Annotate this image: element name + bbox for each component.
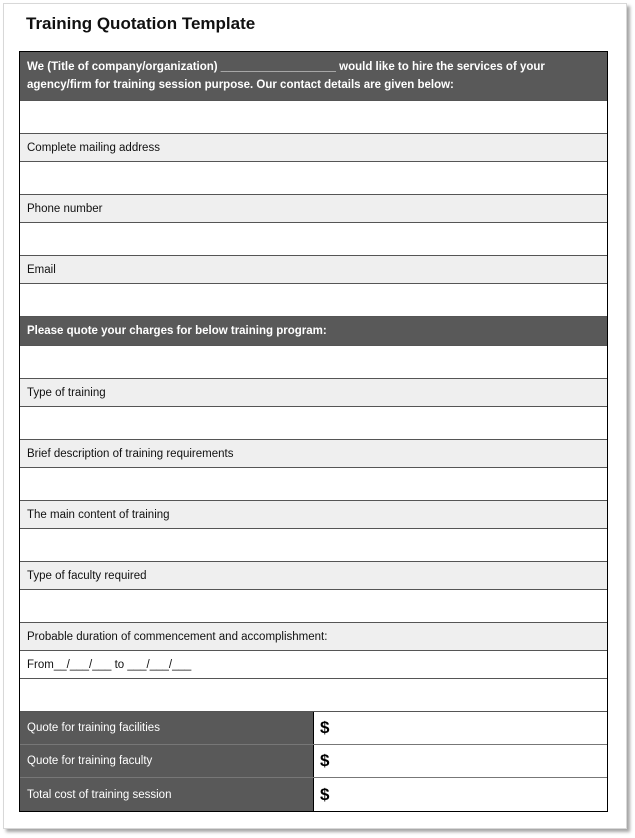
- from-to-dates-field[interactable]: [20, 651, 607, 679]
- total-cost-amount-field[interactable]: [314, 778, 607, 811]
- company-name-field[interactable]: [20, 101, 607, 134]
- email-label: [20, 256, 607, 284]
- quote-faculty-row: [20, 745, 607, 778]
- dollar-sign: $: [320, 718, 330, 737]
- quotation-form: [19, 51, 608, 812]
- intro-header: [20, 52, 607, 101]
- quote-faculty-label: Quote for training faculty: [20, 745, 314, 777]
- quote-faculty-amount-field[interactable]: [314, 745, 607, 777]
- phone-label-text: Phone number: [27, 202, 103, 215]
- main-content-label-text: The main content of training: [27, 508, 170, 521]
- dollar-sign: $: [320, 751, 330, 770]
- phone-field[interactable]: [20, 223, 607, 256]
- type-of-training-label-text: Type of training: [27, 386, 106, 399]
- email-label-text: Email: [27, 263, 56, 276]
- quote-header: [20, 317, 607, 346]
- type-of-training-field[interactable]: [20, 407, 607, 440]
- document-page: [3, 3, 627, 829]
- quote-facilities-label: Quote for training facilities: [20, 712, 314, 744]
- brief-description-field[interactable]: [20, 468, 607, 501]
- phone-label: [20, 195, 607, 223]
- total-cost-row: [20, 778, 607, 811]
- email-field[interactable]: [20, 284, 607, 317]
- total-cost-label: Total cost of training session: [20, 778, 314, 811]
- from-to-dates-text: From__/___/___ to ___/___/___: [27, 658, 192, 671]
- quote-header-text: Please quote your charges for below training program:: [27, 325, 327, 337]
- duration-label-text: Probable duration of commencement and accomplishment:: [27, 630, 328, 643]
- main-content-label: [20, 501, 607, 529]
- dollar-sign: $: [320, 784, 330, 804]
- main-content-field[interactable]: [20, 529, 607, 562]
- brief-description-label: [20, 440, 607, 468]
- duration-blank-field[interactable]: [20, 679, 607, 712]
- quote-facilities-amount-field[interactable]: [314, 712, 607, 744]
- mailing-address-label: [20, 134, 607, 162]
- intro-header-text: We (Title of company/organization) __________________ would like to hire the services of your agency/firm for training session purpose. Our contact details are given below:: [27, 61, 545, 91]
- mailing-address-field[interactable]: [20, 162, 607, 195]
- page-title: Training Quotation Template: [26, 14, 256, 33]
- faculty-type-field[interactable]: [20, 590, 607, 623]
- faculty-type-label: [20, 562, 607, 590]
- duration-label: [20, 623, 607, 651]
- quote-facilities-row: [20, 712, 607, 745]
- quote-blank-field[interactable]: [20, 346, 607, 379]
- mailing-address-label-text: Complete mailing address: [27, 141, 160, 154]
- type-of-training-label: [20, 379, 607, 407]
- faculty-type-label-text: Type of faculty required: [27, 569, 147, 582]
- brief-description-label-text: Brief description of training requirements: [27, 447, 234, 460]
